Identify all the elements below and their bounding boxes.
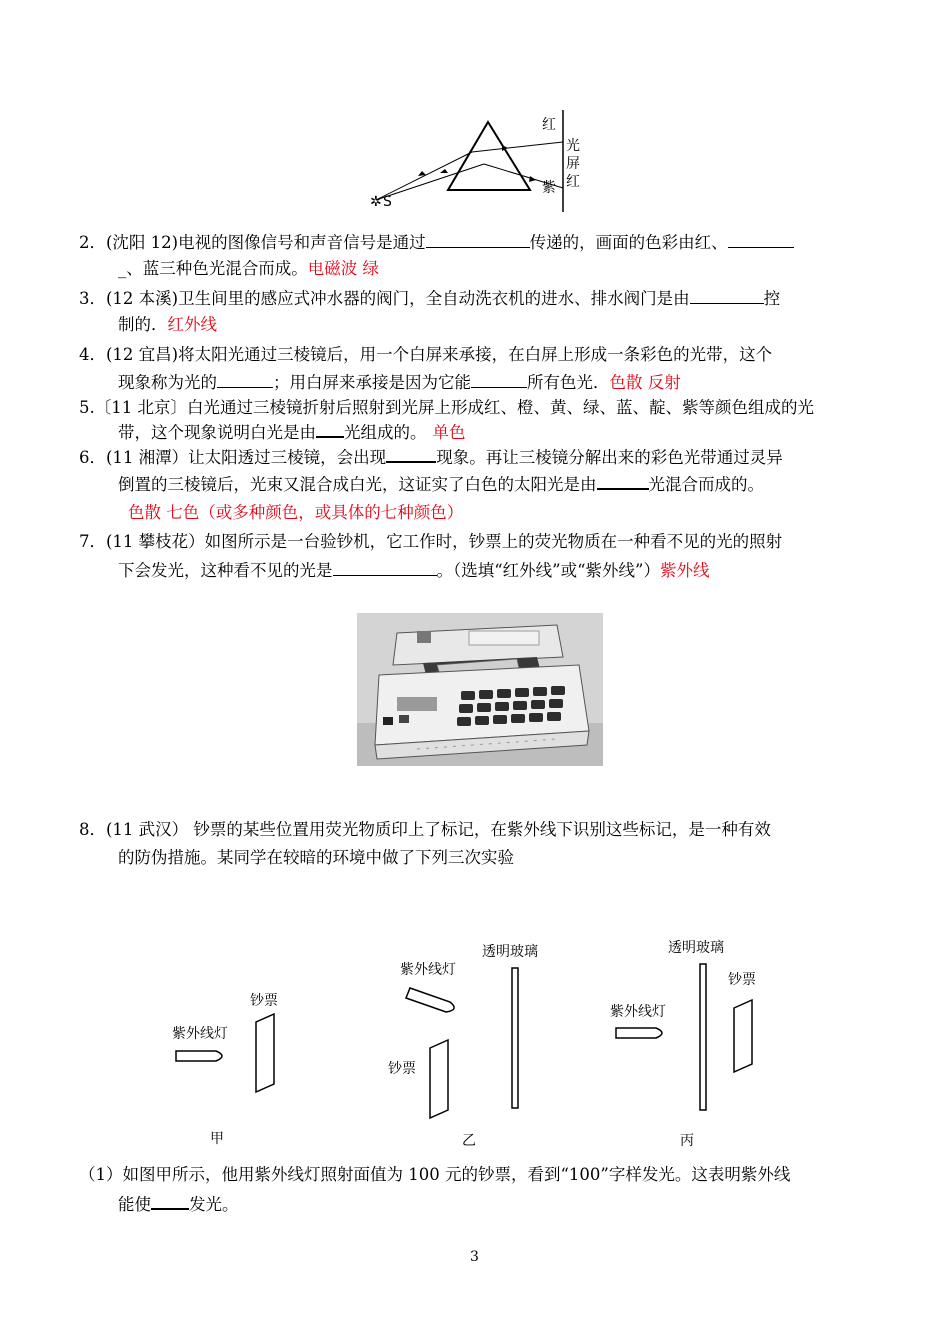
q3-line1 (79, 287, 780, 310)
q8-1-line2-b: 发光。 (189, 1195, 239, 1214)
q8-line2 (118, 847, 514, 869)
bing-uv-lamp (616, 1028, 662, 1038)
source-star-icon: ✲ (370, 194, 382, 210)
label-red-top: 红 (542, 117, 556, 133)
q6-line2 (118, 472, 764, 496)
q7-line1-text: 7．(11 攀枝花）如图所示是一台验钞机，它工作时，钞票上的荧光物质在一种看不见的光的照射 (79, 532, 783, 551)
bing-caption: 丙 (680, 1133, 694, 1149)
q4-line2-a: 现象称为光的 (118, 373, 217, 392)
incident-ray-upper (376, 152, 472, 200)
q6-blank-1[interactable] (386, 445, 436, 463)
source-label: S (383, 194, 392, 210)
yi-glass-label: 透明玻璃 (482, 944, 538, 960)
bing-lamp-label: 紫外线灯 (610, 1004, 666, 1020)
q6-blank-2[interactable] (597, 472, 649, 490)
q7-line2-a: 下会发光，这种看不见的光是 (118, 561, 333, 580)
q4-line1 (79, 344, 772, 366)
q4-line2 (118, 371, 681, 394)
jia-lamp-label: 紫外线灯 (172, 1026, 228, 1042)
yi-lamp-label: 紫外线灯 (400, 962, 456, 978)
q5-line1 (79, 397, 814, 419)
q8-1-blank[interactable] (151, 1192, 189, 1210)
jia-banknote (256, 1014, 274, 1092)
q7-answer: 紫外线 (660, 561, 710, 580)
prism-triangle (448, 122, 530, 190)
yi-uv-lamp (406, 988, 454, 1012)
q4-line2-b: ；用白屏来承接是因为它能 (273, 373, 471, 392)
label-screen-2: 屏 (566, 156, 580, 172)
q4-line1-text: 4．(12 宜昌)将太阳光通过三棱镜后，用一个白屏来承接，在白屏上形成一条彩色的光带，这个 (79, 345, 773, 364)
q5-line2-b: 光组成的。 (344, 423, 427, 442)
q4-blank-2[interactable] (471, 371, 527, 388)
q4-line2-c: 所有色光． (527, 373, 610, 392)
q5-line2-a: 带，这个现象说明白光是由 (118, 423, 316, 442)
yi-banknote (430, 1040, 448, 1118)
label-violet: 紫 (542, 180, 556, 196)
label-screen-1: 光 (566, 138, 580, 154)
q2-line2-tail: _、蓝三种色光混合而成。 (118, 259, 308, 278)
prism-figure (360, 108, 600, 214)
jia-banknote-label: 钞票 (250, 993, 278, 1009)
q5-line1-text: 5.〔11 北京〕白光通过三棱镜折射后照射到光屏上形成红、橙、黄、绿、蓝、靛、紫等颜色组成的光 (79, 398, 814, 417)
banknote-detector-photo (357, 613, 603, 766)
q5-line2 (118, 420, 466, 444)
q6-line2-a: 倒置的三棱镜后，光束又混合成白光，这证实了白色的太阳光是由 (118, 475, 597, 494)
setup-yi (388, 943, 538, 1149)
q8-1-line2 (118, 1192, 239, 1216)
q2-blank-1[interactable] (426, 231, 530, 248)
q7-line1 (79, 531, 782, 553)
bing-banknote (734, 1000, 752, 1072)
q5-answer: 单色 (432, 423, 466, 442)
jia-uv-lamp (176, 1051, 222, 1061)
q8-line1 (79, 819, 771, 841)
q7-line2 (118, 559, 710, 582)
q8-1-line2-a: 能使 (118, 1195, 151, 1214)
q2-answer: 电磁波 绿 (307, 259, 379, 278)
q4-blank-1[interactable] (217, 371, 273, 388)
q6-line2-b: 光混合而成的。 (648, 475, 764, 494)
q7-blank[interactable] (333, 559, 437, 576)
q5-blank[interactable] (316, 420, 344, 438)
page-number: 3 (470, 1249, 479, 1265)
q3-suffix: 控 (763, 289, 781, 308)
q8-line1-text: 8．(11 武汉） 钞票的某些位置用荧光物质印上了标记，在紫外线下识别这些标记，是一种有效 (79, 820, 771, 839)
jia-caption: 甲 (210, 1131, 224, 1147)
label-screen-3: 红 (566, 174, 580, 190)
incident-ray-lower (376, 164, 484, 200)
q6-line1 (79, 445, 783, 469)
yi-caption: 乙 (462, 1133, 476, 1149)
setup-jia (172, 992, 278, 1147)
q2-line2 (118, 258, 379, 280)
experiment-figure (160, 930, 780, 1155)
q2-blank-2[interactable] (728, 231, 794, 248)
bing-glass-label: 透明玻璃 (668, 940, 724, 956)
q8-1-line1-text: （1）如图甲所示，他用紫外线灯照射面值为 100 元的钞票，看到“100”字样发光。这表明紫外线 (79, 1165, 791, 1184)
refracted-ray-red (472, 142, 563, 152)
q8-1-line1 (79, 1164, 790, 1186)
yi-glass (512, 968, 518, 1108)
q3-blank[interactable] (690, 287, 764, 304)
bing-glass (700, 964, 706, 1110)
q2-mid: 传递的，画面的色彩由红、 (529, 233, 728, 252)
q2-line1 (79, 231, 794, 254)
bing-banknote-label: 钞票 (728, 972, 756, 988)
q3-answer: 红外线 (167, 315, 217, 334)
q6-line1-a: 6．(11 湘潭）让太阳透过三棱镜，会出现 (79, 448, 387, 467)
q7-line2-b: 。（选填“红外线”或“紫外线”） (436, 561, 660, 580)
q2-prefix: 2．(沈阳 12)电视的图像信号和声音信号是通过 (79, 233, 426, 252)
setup-bing (610, 939, 756, 1149)
ray-arrow (440, 169, 448, 173)
q8-line2-text: 的防伪措施。某同学在较暗的环境中做了下列三次实验 (118, 848, 514, 867)
q3-line2 (118, 314, 217, 336)
q4-answer: 色散 反射 (609, 373, 681, 392)
yi-banknote-label: 钞票 (388, 1061, 416, 1077)
q3-prefix: 3．(12 本溪)卫生间里的感应式冲水器的阀门，全自动洗衣机的进水、排水阀门是由 (79, 289, 690, 308)
q6-answer: 色散 七色（或多种颜色，或具体的七种颜色） (128, 503, 464, 522)
q6-line1-b: 现象。再让三棱镜分解出来的彩色光带通过灵异 (436, 448, 783, 467)
q3-line2-text: 制的． (118, 315, 168, 334)
